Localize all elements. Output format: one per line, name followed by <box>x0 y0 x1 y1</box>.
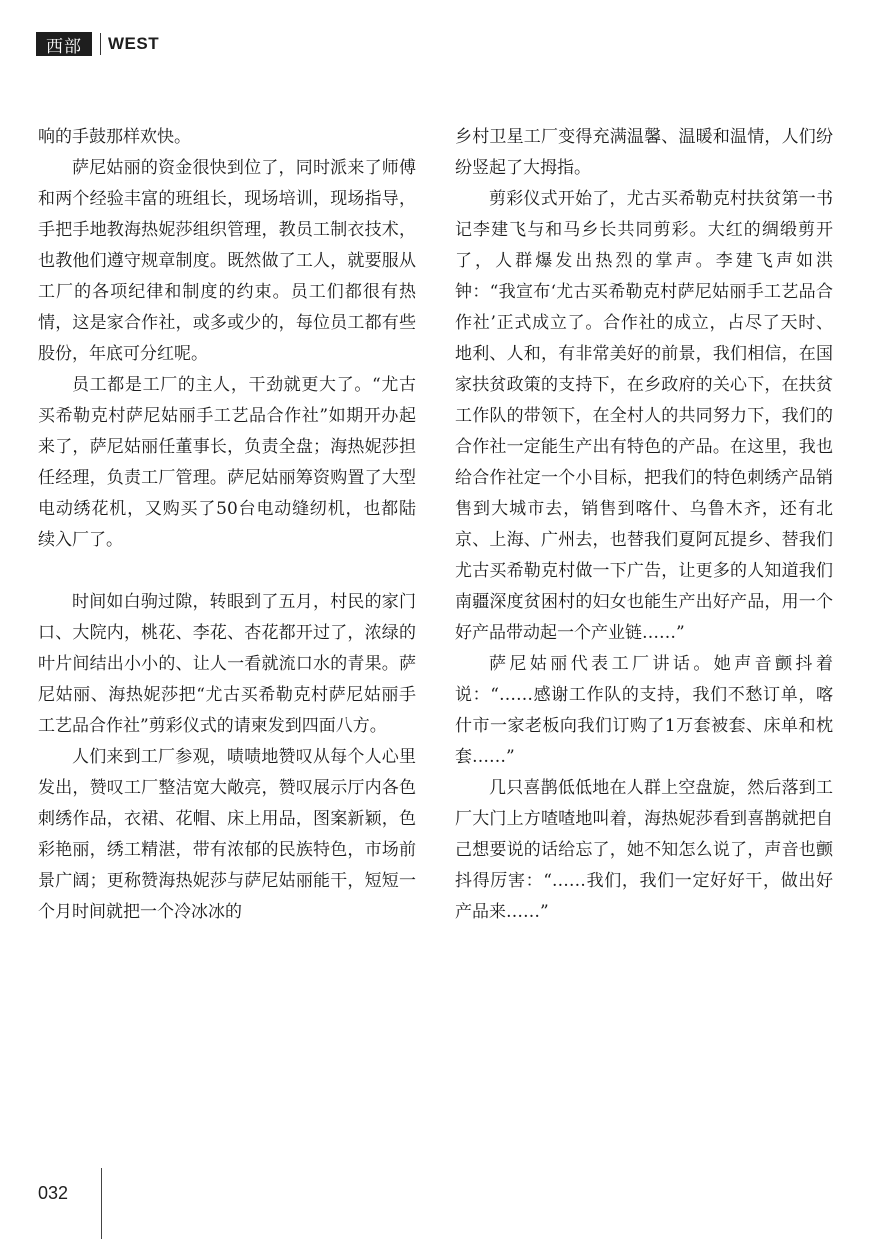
paragraph: 员工都是工厂的主人，干劲就更大了。“尤古买希勒克村萨尼姑丽手工艺品合作社”如期开办起来了，萨尼姑丽任董事长，负责全盘；海热妮莎担任经理，负责工厂管理。萨尼姑丽筹资购置了大型电动绣花机，又购买了50台电动缝纫机，也都陆续入厂了。 <box>38 375 416 550</box>
paragraph: 乡村卫星工厂变得充满温馨、温暖和温情，人们纷纷竖起了大拇指。 <box>455 127 833 178</box>
paragraph: 人们来到工厂参观，啧啧地赞叹从每个人心里发出，赞叹工厂整洁宽大敞亮，赞叹展示厅内各色刺绣作品，衣裙、花帽、床上用品，图案新颖，色彩艳丽，绣工精湛，带有浓郁的民族特色，市场前景广阔；更称赞海热妮莎与萨尼姑丽能干，短短一个月时间就把一个冷冰冰的 <box>38 747 416 922</box>
header-divider <box>100 33 101 55</box>
paragraph: 几只喜鹊低低地在人群上空盘旋，然后落到工厂大门上方喳喳地叫着，海热妮莎看到喜鹊就把自己想要说的话给忘了，她不知怎么说了，声音也颤抖得厉害：“……我们，我们一定好好干，做出好产品来……” <box>455 778 833 922</box>
footer-divider <box>101 1168 102 1239</box>
left-column <box>38 122 416 928</box>
magazine-title-en: WEST <box>108 34 160 53</box>
paragraph: 剪彩仪式开始了，尤古买希勒克村扶贫第一书记李建飞与和马乡长共同剪彩。大红的绸缎剪开了，人群爆发出热烈的掌声。李建飞声如洪钟：“我宣布‘尤古买希勒克村萨尼姑丽手工艺品合作社’正式成立了。合作社的成立，占尽了天时、地利、人和，有非常美好的前景，我们相信，在国家扶贫政策的支持下，在乡政府的关心下，在扶贫工作队的带领下，在全村人的共同努力下，我们的合作社一定能生产出有特色的产品。在这里，我也给合作社定一个小目标，把我们的特色刺绣产品销售到大城市去，销售到喀什、乌鲁木齐，还有北京、上海、广州去，也替我们夏阿瓦提乡、替我们尤古买希勒克村做一下广告，让更多的人知道我们南疆深度贫困村的妇女也能生产出好产品，用一个好产品带动起一个产业链……” <box>455 189 833 643</box>
paragraph: 时间如白驹过隙，转眼到了五月，村民的家门口、大院内，桃花、李花、杏花都开过了，浓绿的叶片间结出小小的、让人一看就流口水的青果。萨尼姑丽、海热妮莎把“尤古买希勒克村萨尼姑丽手工艺品合作社”剪彩仪式的请柬发到四面八方。 <box>38 592 416 736</box>
page-number: 032 <box>38 1183 69 1203</box>
right-column <box>455 122 833 928</box>
page-header <box>36 32 159 56</box>
paragraph: 萨尼姑丽代表工厂讲话。她声音颤抖着说：“……感谢工作队的支持，我们不愁订单，喀什市一家老板向我们订购了1万套被套、床单和枕套……” <box>455 654 833 767</box>
paragraph: 响的手鼓那样欢快。 <box>38 127 191 147</box>
magazine-logo: 西部 <box>36 32 92 56</box>
paragraph: 萨尼姑丽的资金很快到位了，同时派来了师傅和两个经验丰富的班组长，现场培训，现场指导，手把手地教海热妮莎组织管理，教员工制衣技术，也教他们遵守规章制度。既然做了工人，就要服从工厂的各项纪律和制度的约束。员工们都很有热情，这是家合作社，或多或少的，每位员工都有些股份，年底可分红呢。 <box>38 158 416 364</box>
